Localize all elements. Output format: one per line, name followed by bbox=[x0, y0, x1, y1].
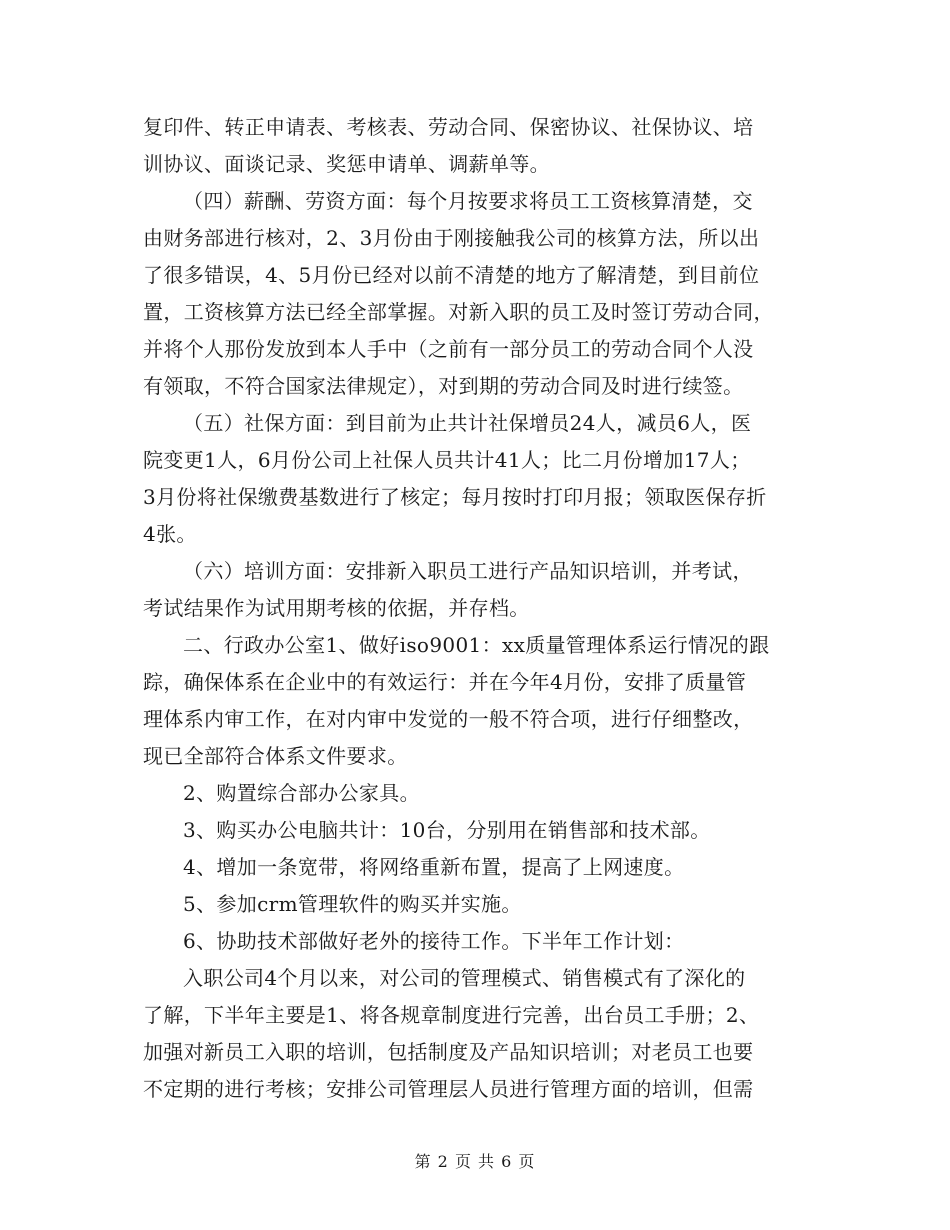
text-line: （五）社保方面：到目前为止共计社保增员24人，减员6人，医 bbox=[183, 411, 752, 435]
text-line: 院变更1人，6月份公司上社保人员共计41人；比二月份增加17人； bbox=[143, 448, 751, 472]
text-line: 考试结果作为试用期考核的依据，并存档。 bbox=[143, 596, 530, 620]
text-line: 3月份将社保缴费基数进行了核定；每月按时打印月报；领取医保存折 bbox=[143, 485, 767, 509]
text-line: 了解，下半年主要是1、将各规章制度进行完善，出台员工手册；2、 bbox=[143, 1003, 760, 1027]
text-line: 4、增加一条宽带，将网络重新布置，提高了上网速度。 bbox=[183, 855, 685, 879]
text-line: 5、参加crm管理软件的购买并实施。 bbox=[183, 892, 522, 916]
text-line: 4张。 bbox=[143, 522, 197, 546]
text-line: 并将个人那份发放到本人手中（之前有一部分员工的劳动合同个人没 bbox=[143, 337, 754, 361]
text-line: 二、行政办公室1、做好iso9001：xx质量管理体系运行情况的跟 bbox=[183, 633, 770, 657]
text-line: 训协议、面谈记录、奖惩申请单、调薪单等。 bbox=[143, 152, 550, 176]
text-line: 复印件、转正申请表、考核表、劳动合同、保密协议、社保协议、培 bbox=[143, 115, 754, 139]
text-line: 由财务部进行核对，2、3月份由于刚接触我公司的核算方法，所以出 bbox=[143, 226, 760, 250]
text-line: 3、购买办公电脑共计：10台，分别用在销售部和技术部。 bbox=[183, 818, 711, 842]
text-line: （四）薪酬、劳资方面：每个月按要求将员工工资核算清楚，交 bbox=[183, 189, 753, 213]
text-line: 现已全部符合体系文件要求。 bbox=[143, 744, 408, 768]
text-line: 理体系内审工作，在对内审中发觉的一般不符合项，进行仔细整改， bbox=[143, 707, 754, 731]
text-line: 不定期的进行考核；安排公司管理层人员进行管理方面的培训，但需 bbox=[143, 1077, 754, 1101]
text-line: 有领取，不符合国家法律规定），对到期的劳动合同及时进行续签。 bbox=[143, 374, 744, 398]
text-line: 加强对新员工入职的培训，包括制度及产品知识培训；对老员工也要 bbox=[143, 1040, 754, 1064]
text-line: （六）培训方面：安排新入职员工进行产品知识培训，并考试， bbox=[183, 559, 753, 583]
text-line: 了很多错误，4、5月份已经对以前不清楚的地方了解清楚，到目前位 bbox=[143, 263, 760, 287]
text-line: 6、协助技术部做好老外的接待工作。下半年工作计划： bbox=[183, 929, 685, 953]
text-line: 2、购置综合部办公家具。 bbox=[183, 781, 420, 805]
page-number-footer: 第 2 页 共 6 页 bbox=[414, 1152, 536, 1171]
text-line: 入职公司4个月以来，对公司的管理模式、销售模式有了深化的 bbox=[183, 966, 746, 990]
text-line: 置，工资核算方法已经全部掌握。对新入职的员工及时签订劳动合同， bbox=[143, 300, 774, 324]
text-line: 踪，确保体系在企业中的有效运行：并在今年4月份，安排了质量管 bbox=[143, 670, 747, 694]
